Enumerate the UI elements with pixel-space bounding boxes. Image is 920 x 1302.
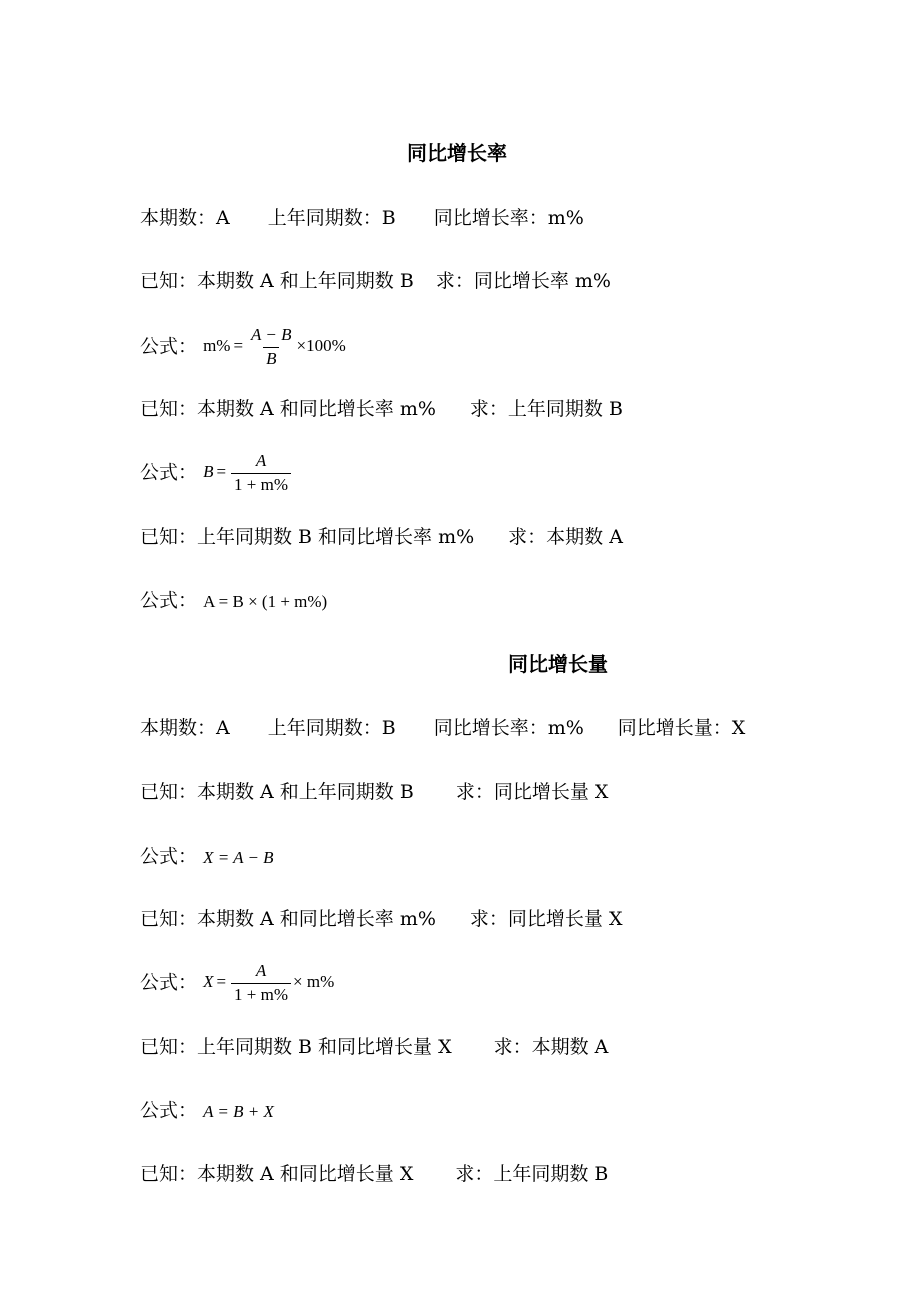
known-text: 已知：本期数 A 和上年同期数 B [140,781,414,803]
formula-lhs: B [203,462,214,482]
formula-row [140,591,327,611]
formula-expression [203,452,293,494]
find-text: 求：本期数 A [493,1036,609,1058]
fraction-numerator: A [255,451,267,470]
known-row [140,528,623,547]
def-rate: 同比增长率：m% [433,717,584,739]
formula-eq: = [216,462,227,482]
formula-row [140,962,334,1004]
formula-label: 公式： [140,461,198,484]
known-row [140,1038,608,1057]
formula-fraction [248,326,294,368]
find-text: 求：同比增长量 X [469,908,623,930]
formula-lhs: m% [203,336,231,356]
def-previous: 上年同期数：B [267,717,396,739]
formula-label: 公式： [140,971,198,994]
known-row [140,1165,608,1184]
find-text: 求：同比增长量 X [455,781,609,803]
formula-row [140,326,346,368]
formula-fraction [231,962,291,1004]
fraction-denominator: 1 + m% [231,983,291,1005]
known-row [140,400,623,419]
def-rate: 同比增长率：m% [433,207,584,229]
formula-fraction [231,452,291,494]
formula-row [140,847,274,867]
definitions-row [140,209,584,228]
formula-row [140,452,293,494]
fraction-numerator: A [255,961,267,980]
definitions-row [140,719,745,738]
formula-eq: = [233,336,244,356]
formula-lhs: X [203,972,214,992]
formula-expression [203,962,334,1004]
known-text: 已知：本期数 A 和同比增长量 X [140,1163,414,1185]
def-amount: 同比增长量：X [617,717,746,739]
section-title-growth-rate: 同比增长率 [407,141,507,165]
known-text: 已知：本期数 A 和同比增长率 m% [140,908,436,930]
section-title-growth-amount: 同比增长量 [508,652,608,676]
known-text: 已知：上年同期数 B 和同比增长率 m% [140,526,475,548]
known-text: 已知：本期数 A 和上年同期数 B [140,270,414,292]
formula-expression: A = B + X [203,1101,274,1121]
formula-label: 公式： [140,589,198,612]
find-text: 求：本期数 A [508,526,623,548]
formula-eq: = [216,972,227,992]
def-current: 本期数：A [140,717,230,739]
known-row [140,272,611,291]
formula-expression: X = A − B [203,847,274,867]
fraction-denominator: B [263,347,279,369]
formula-label: 公式： [140,335,198,358]
find-text: 求：上年同期数 B [455,1163,609,1185]
known-row [140,783,608,802]
formula-tail: ×100% [296,336,346,356]
fraction-denominator: 1 + m% [231,473,291,495]
find-text: 求：上年同期数 B [469,398,623,420]
find-text: 求：同比增长率 m% [435,270,611,292]
formula-expression: A = B × (1 + m%) [203,591,328,611]
def-current: 本期数：A [140,207,230,229]
known-text: 已知：上年同期数 B 和同比增长量 X [140,1036,452,1058]
formula-label: 公式： [140,845,198,868]
known-row [140,910,623,929]
formula-row [140,1101,274,1121]
formula-tail: × m% [293,972,335,992]
formula-label: 公式： [140,1099,198,1122]
def-previous: 上年同期数：B [267,207,396,229]
formula-expression [203,326,346,368]
fraction-numerator: A − B [251,325,292,344]
known-text: 已知：本期数 A 和同比增长率 m% [140,398,436,420]
